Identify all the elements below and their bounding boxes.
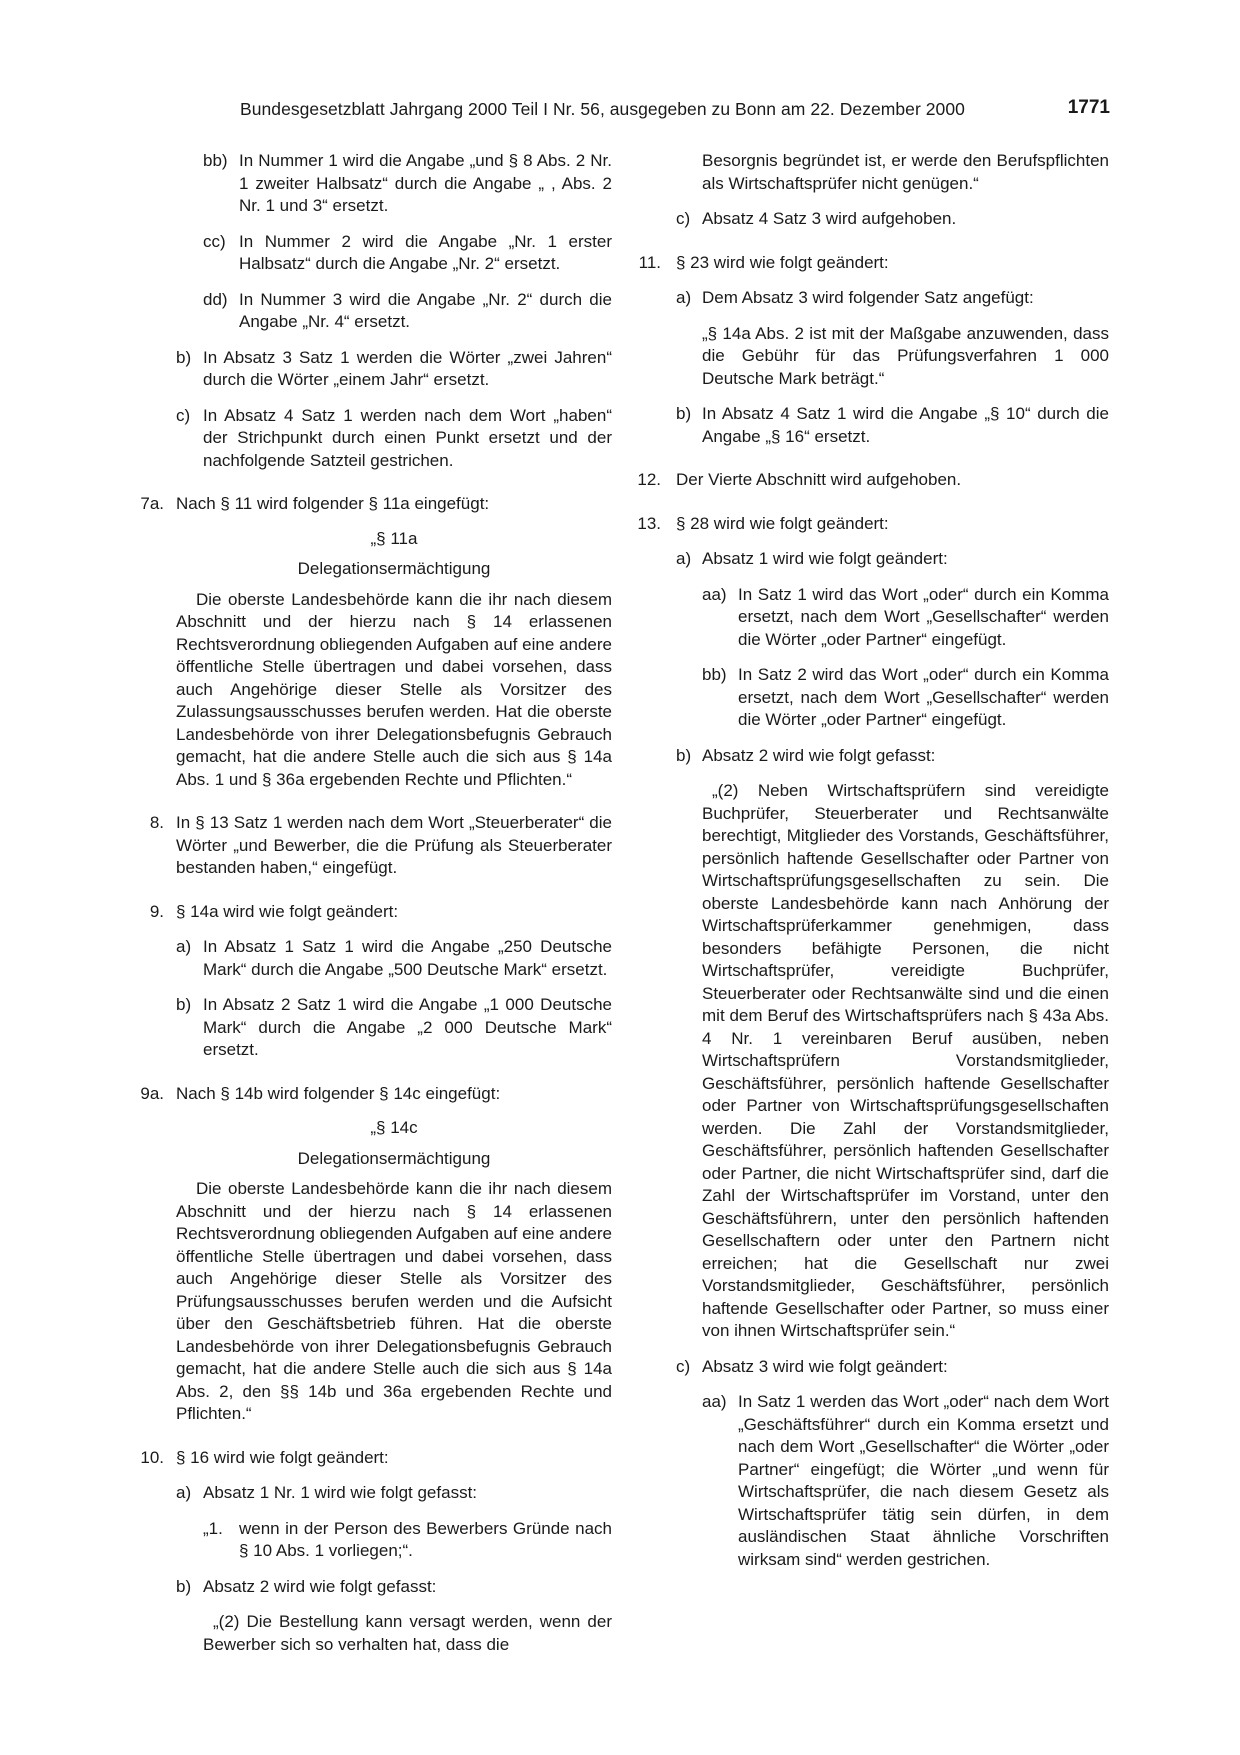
quoted-text: „§ 14a Abs. 2 ist mit der Maßgabe anzuwenden, dass die Gebühr für das Prüfungsverfahren 1 000 Deutsche Mark beträgt.“ <box>702 323 1109 388</box>
list-item-9: 9. § 14a wird wie folgt geändert: <box>149 901 399 921</box>
quoted-item: „1. wenn in der Person des Bewerbers Gründe nach § 10 Abs. 1 vorliegen;“. <box>203 1518 612 1560</box>
list-item: b) Absatz 2 wird wie folgt gefasst: <box>176 1576 437 1596</box>
list-item: c) In Absatz 4 Satz 1 werden nach dem Wort „haben“ der Strichpunkt durch einen Punkt ersetzt und der nachfolgende Satzteil gestrichen. <box>176 405 612 470</box>
page-header <box>240 98 1110 124</box>
list-item: a) Absatz 1 Nr. 1 wird wie folgt gefasst: <box>176 1483 478 1502</box>
list-item-11: 11. § 23 wird wie folgt geändert: <box>638 252 889 272</box>
list-item: dd) In Nummer 3 wird die Angabe „Nr. 2“ durch die Angabe „Nr. 4“ ersetzt. <box>203 289 612 331</box>
list-item-10: 10. § 16 wird wie folgt geändert: <box>140 1447 389 1467</box>
section-body: Die oberste Landesbehörde kann die ihr nach diesem Abschnitt und der hierzu nach § 14 erlassenen Rechtsverordnung obliegenden Aufgaben auf eine andere öffentliche Stelle übertragen und dabei vorsehen, dass auch Angehörige dieser Stelle als Vorsitzer des Zulassungsausschusses berufen werden. Hat die oberste Landesbehörde von ihrer Delegationsbefugnis Gebrauch gemacht, hat die andere Stelle auch die sich aus § 14a Abs. 1 und § 36a ergebenden Rechte und Pflichten.“ <box>176 589 612 789</box>
section-heading: „§ 14c <box>370 1118 418 1137</box>
list-item: a) Absatz 1 wird wie folgt geändert: <box>676 549 948 568</box>
list-item: b) Absatz 2 wird wie folgt gefasst: <box>676 745 936 765</box>
section-subheading: Delegationsermächtigung <box>297 1148 491 1168</box>
list-item: a) In Absatz 1 Satz 1 wird die Angabe „250 Deutsche Mark“ durch die Angabe „500 Deutsche Mark“ ersetzt. <box>176 937 612 979</box>
quoted-text: „(2) Neben Wirtschaftsprüfern sind vereidigte Buchprüfer, Steuerberater und Rechtsanwälte berechtigt, Mitglieder des Vorstands, Geschäftsführer, persönlich haftende Gesellschafter oder Partner von Wirtschaftsprüfungsgesellschaften zu sein. Die oberste Landesbehörde kann nach Anhörung der Wirtschaftsprüferkammer genehmigen, dass besonders befähigte Personen, die nicht Wirtschaftsprüfer, vereidigte Buchprüfer, Steuerberater oder Rechtsanwälte sind und die einen mit dem Beruf des Wirtschaftsprüfers nach § 43a Abs. 4 Nr. 1 vereinbaren Beruf ausüben, neben Wirtschaftsprüfern Vorstandsmitglieder, Geschäftsführer, persönlich haftende Gesellschafter oder Partner von Wirtschaftsprüfungsgesellschaften werden. Die Zahl der Vorstandsmitglieder, Geschäftsführer, persönlich haftenden Gesellschafter oder Partner, die nicht Wirtschaftsprüfer sind, darf die Zahl der Wirtschaftsprüfer im Vorstand, unter den Geschäftsführern, unter den persönlich haftenden Gesellschaftern oder unter den Partnern nicht erreichen; hat die Gesellschaft nur zwei Vorstandsmitglieder, Geschäftsführer, persönlich haftende Gesellschafter oder Partner, so muss einer von ihnen Wirtschaftsprüfer sein.“ <box>702 781 1109 1340</box>
list-item-7a: 7a. Nach § 11 wird folgender § 11a eingefügt: <box>140 494 490 513</box>
list-item: b) In Absatz 2 Satz 1 wird die Angabe „1 000 Deutsche Mark“ durch die Angabe „2 000 Deutsche Mark“ ersetzt. <box>176 995 612 1059</box>
list-item-9a: 9a. Nach § 14b wird folgender § 14c eingefügt: <box>140 1083 501 1103</box>
list-item: c) Absatz 3 wird wie folgt geändert: <box>676 1356 948 1376</box>
list-item: aa) In Satz 1 wird das Wort „oder“ durch ein Komma ersetzt, nach dem Wort „Gesellschafter“ werden die Wörter „oder Partner“ eingefügt. <box>702 584 1109 649</box>
quoted-text-continued: Besorgnis begründet ist, er werde den Berufspflichten als Wirtschaftsprüfer nicht genügen.“ <box>702 151 1109 193</box>
list-item: bb) In Nummer 1 wird die Angabe „und § 8 Abs. 2 Nr. 1 zweiter Halbsatz“ durch die Angabe „ , Abs. 2 Nr. 1 und 3“ ersetzt. <box>203 151 612 215</box>
right-column <box>633 150 1109 1571</box>
list-item-8: 8. In § 13 Satz 1 werden nach dem Wort „Steuerberater“ die Wörter „und Bewerber, die die Prüfung als Steuerberater bestanden haben,“ eingefügt. <box>149 813 612 877</box>
list-item: b) In Absatz 3 Satz 1 werden die Wörter „zwei Jahren“ durch die Wörter „einem Jahr“ ersetzt. <box>176 347 612 389</box>
list-item: c) Absatz 4 Satz 3 wird aufgehoben. <box>676 209 957 228</box>
page-number: 1771 <box>1067 97 1110 118</box>
quoted-text: „(2) Die Bestellung kann versagt werden, wenn der Bewerber sich so verhalten hat, dass die <box>203 1612 612 1654</box>
list-item: bb) In Satz 2 wird das Wort „oder“ durch ein Komma ersetzt, nach dem Wort „Gesellschafter“ werden die Wörter „oder Partner“ eingefügt. <box>702 665 1109 729</box>
publication-title: Bundesgesetzblatt Jahrgang 2000 Teil I Nr. 56, ausgegeben zu Bonn am 22. Dezember 2000 <box>240 99 965 119</box>
list-item: b) In Absatz 4 Satz 1 wird die Angabe „§ 10“ durch die Angabe „§ 16“ ersetzt. <box>676 404 1109 446</box>
left-column <box>130 150 612 1656</box>
list-item-12: 12. Der Vierte Abschnitt wird aufgehoben. <box>637 470 962 489</box>
list-item-13: 13. § 28 wird wie folgt geändert: <box>637 513 889 533</box>
list-item: aa) In Satz 1 werden das Wort „oder“ nach dem Wort „Geschäftsführer“ durch ein Komma ersetzt und nach dem Wort „Gesellschafter“ die Wörter „oder Partner“ eingefügt; die Wörter „und wenn für Wirtschaftsprüfer, die nach diesem Gesetz als Wirtschaftsprüfer tätig sein dürfen, in dem ausländischen Staat ähnliche Vorschriften wirksam sind“ werden gestrichen. <box>702 1392 1109 1569</box>
section-body: Die oberste Landesbehörde kann die ihr nach diesem Abschnitt und der hierzu nach § 14 erlassenen Rechtsverordnung obliegenden Aufgaben auf eine andere öffentliche Stelle übertragen und dabei vorsehen, dass auch Angehörige dieser Stelle als Vorsitzer des Prüfungsausschusses berufen werden und die Aufsicht über den Geschäftsbetrieb führen. Hat die oberste Landesbehörde von ihrer Delegationsbefugnis Gebrauch gemacht, hat die andere Stelle auch die sich aus § 14a Abs. 2, den §§ 14b und 36a ergebenden Rechte und Pflichten.“ <box>176 1179 612 1423</box>
list-item: cc) In Nummer 2 wird die Angabe „Nr. 1 erster Halbsatz“ durch die Angabe „Nr. 2“ ersetzt. <box>203 231 612 273</box>
section-subheading: Delegationsermächtigung <box>297 559 491 578</box>
section-heading: „§ 11a <box>370 528 418 548</box>
list-item: a) Dem Absatz 3 wird folgender Satz angefügt: <box>676 288 1034 307</box>
